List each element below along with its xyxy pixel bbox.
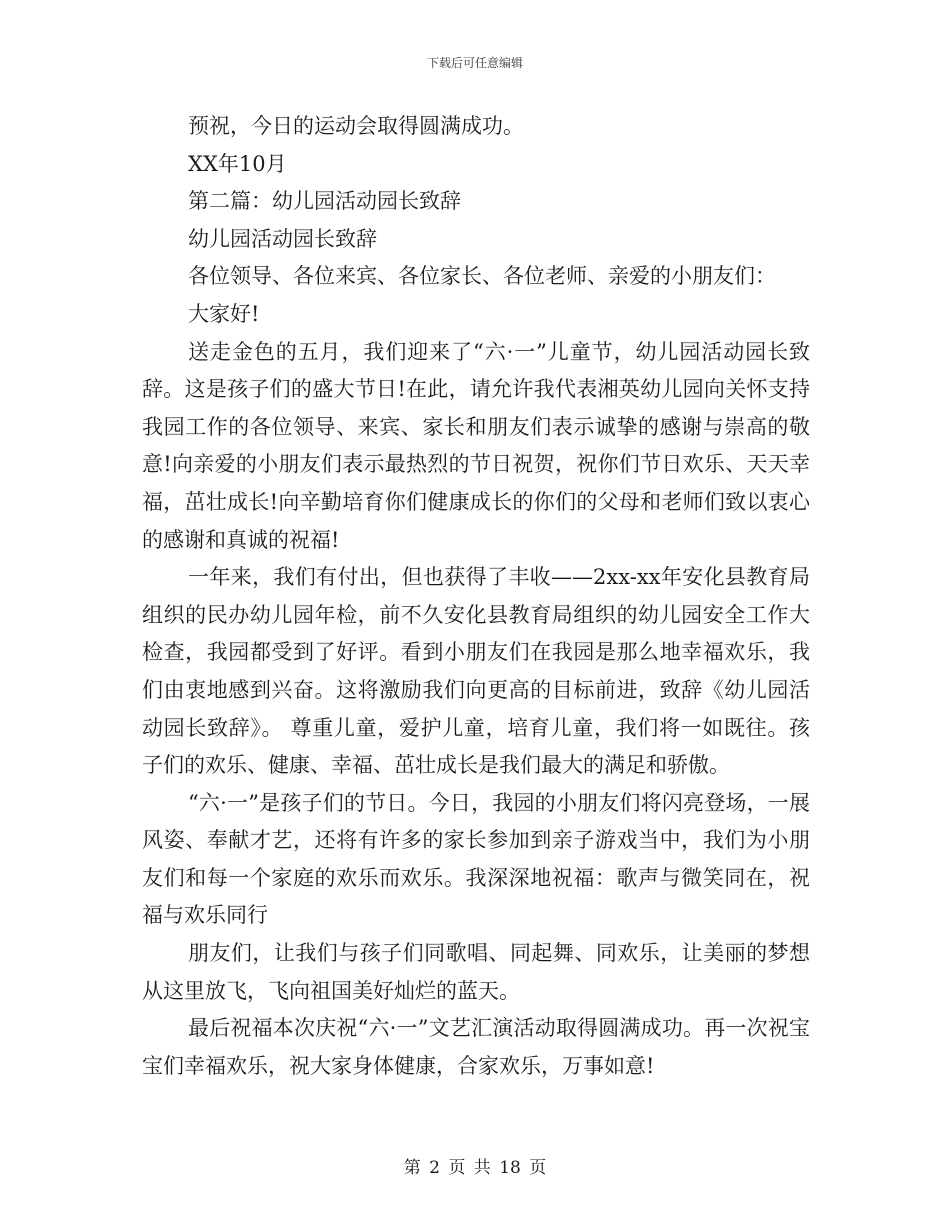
paragraph: 朋友们，让我们与孩子们同歌唱、同起舞、同欢乐，让美丽的梦想从这里放飞，飞向祖国美好灿烂的蓝天。: [142, 941, 810, 1003]
paragraph: “六·一”是孩子们的节日。今日，我园的小朋友们将闪亮登场，一展风姿、奉献才艺，还将有许多的家长参加到亲子游戏当中，我们为小朋友们和每一个家庭的欢乐而欢乐。我深深地祝福：歌声与微笑同在，祝福与欢乐同行: [142, 790, 810, 928]
salutation: 各位领导、各位来宾、各位家长、各位老师、亲爱的小朋友们：: [188, 264, 776, 289]
paragraph: 最后祝福本次庆祝“六·一”文艺汇演活动取得圆满成功。再一次祝宝宝们幸福欢乐，祝大家身体健康，合家欢乐，万事如意!: [142, 1016, 810, 1078]
greeting: 大家好!: [188, 301, 260, 326]
page-footer: 第 2 页 共 18 页: [403, 1158, 547, 1178]
paragraph: 送走金色的五月，我们迎来了“六·一”儿童节，幼儿园活动园长致辞。这是孩子们的盛大节日!在此，请允许我代表湘英幼儿园向关怀支持我园工作的各位领导、来宾、家长和朋友们表示诚挚的感谢与崇高的敬意!向亲爱的小朋友们表示最热烈的节日祝贺，祝你们节日欢乐、天天幸福，茁壮成长!向辛勤培育你们健康成长的你们的父母和老师们致以衷心的感谢和真诚的祝福!: [142, 339, 810, 552]
document-body: [142, 108, 810, 1085]
closing-line: 预祝，今日的运动会取得圆满成功。: [188, 114, 524, 138]
date-line: XX年10月: [188, 151, 287, 176]
section-title: 第二篇：幼儿园活动园长致辞: [188, 189, 461, 214]
paragraph: 一年来，我们有付出，但也获得了丰收——2xx-xx年安化县教育局组织的民办幼儿园年检，前不久安化县教育局组织的幼儿园安全工作大检查，我园都受到了好评。看到小朋友们在我园是那么地幸福欢乐，我们由衷地感到兴奋。这将激励我们向更高的目标前进，致辞《幼儿园活动园长致辞》。 尊重儿童，爱护儿童，培育儿童，我们将一如既往。孩子们的欢乐、健康、幸福、茁壮成长是我们最大的满足和骄傲。: [142, 565, 810, 778]
page-header: 下载后可任意编辑: [426, 56, 523, 70]
speech-title: 幼儿园活动园长致辞: [188, 226, 377, 251]
